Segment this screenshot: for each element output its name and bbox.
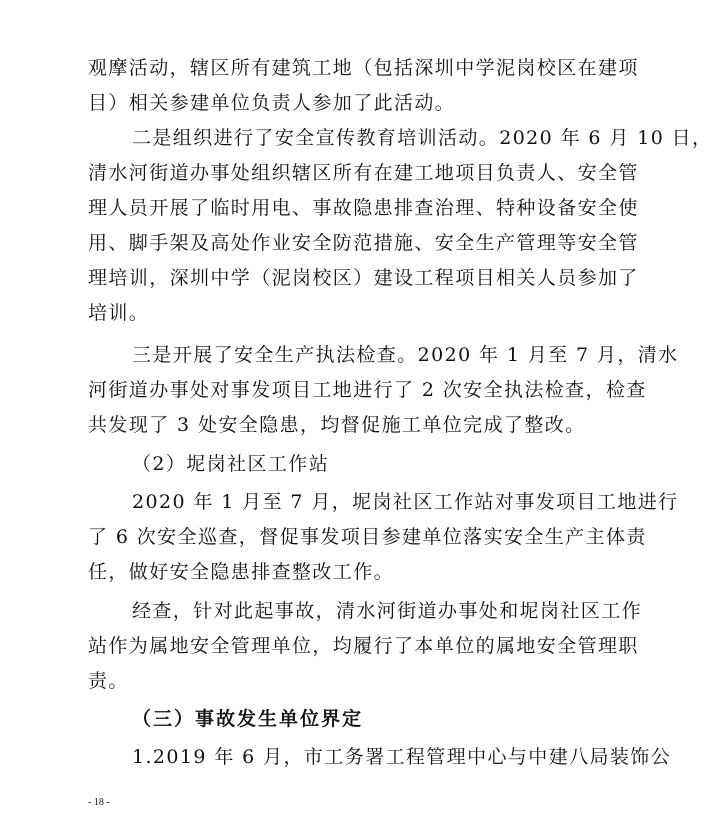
text-line: 河街道办事处对事发项目工地进行了 2 次安全执法检查，检查	[88, 379, 647, 401]
text-line: 理人员开展了临时用电、事故隐患排查治理、特种设备安全使	[88, 197, 639, 219]
text-line: 任，做好安全隐患排查整改工作。	[88, 561, 395, 583]
text-line: 经查，针对此起事故，清水河街道办事处和坭岗社区工作	[132, 600, 643, 622]
text-line: 三是开展了安全生产执法检查。2020 年 1 月至 7 月，清水	[132, 344, 679, 366]
text-line: 观摩活动，辖区所有建筑工地（包括深圳中学泥岗校区在建项	[88, 57, 639, 79]
text-line: 2020 年 1 月至 7 月，坭岗社区工作站对事发项目工地进行	[132, 491, 679, 513]
text-line: 目）相关参建单位负责人参加了此活动。	[88, 92, 456, 114]
text-line: 了 6 次安全巡查，督促事发项目参建单位落实安全生产主体责	[88, 526, 647, 548]
text-line: 站作为属地安全管理单位，均履行了本单位的属地安全管理职	[88, 635, 639, 657]
text-line: 清水河街道办事处组织辖区所有在建工地项目负责人、安全管	[88, 162, 639, 184]
text-line: 用、脚手架及高处作业安全防范措施、安全生产管理等安全管	[88, 232, 639, 254]
text-line: 责。	[88, 670, 129, 692]
section-subheading: （2）坭岗社区工作站	[132, 453, 330, 475]
text-line: 1.2019 年 6 月，市工务署工程管理中心与中建八局装饰公	[132, 746, 672, 768]
text-line: 共发现了 3 处安全隐患，均督促施工单位完成了整改。	[88, 414, 586, 436]
text-line: 培训。	[88, 302, 150, 324]
text-line: 二是组织进行了安全宣传教育培训活动。2020 年 6 月 10 日，	[132, 127, 712, 149]
page-number: - 18 -	[88, 797, 110, 808]
section-heading: （三）事故发生单位界定	[132, 708, 364, 730]
text-line: 理培训，深圳中学（泥岗校区）建设工程项目相关人员参加了	[88, 267, 639, 289]
